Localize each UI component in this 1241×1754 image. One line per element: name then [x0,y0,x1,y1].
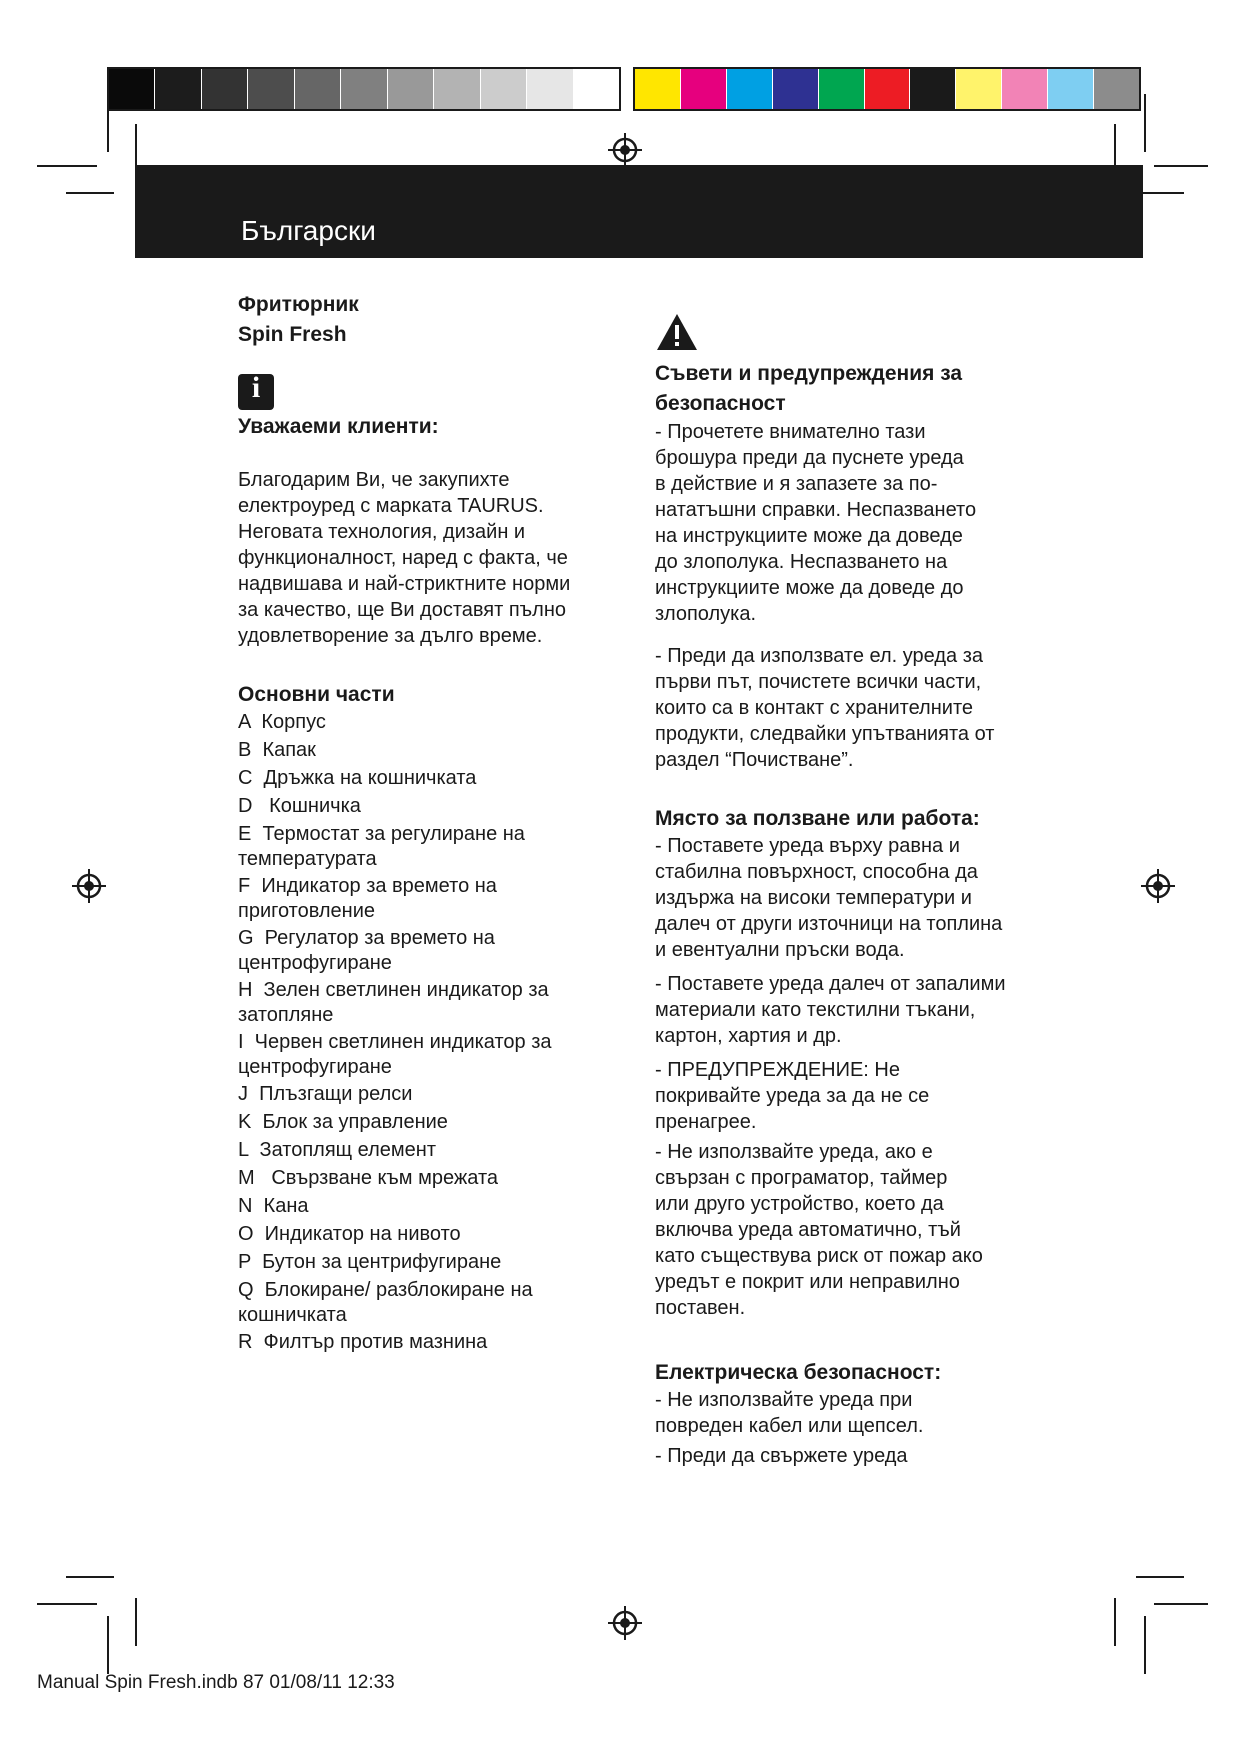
language-header [135,165,1143,258]
color-swatch [909,69,955,109]
electric-heading: Електрическа безопасност: [655,1361,942,1384]
color-swatch [772,69,818,109]
text-line: или друго устройство, което да [655,1193,944,1215]
intro-line: електроуред с марката TAURUS. [238,495,544,517]
color-swatch [340,69,386,109]
text-line: първи път, почистете всички части, [655,671,982,693]
right-column [655,312,1055,1469]
product-name: Фритюрник [238,293,359,316]
crop-mark [107,1616,109,1674]
crop-mark [37,1603,97,1605]
crop-mark [1144,94,1146,152]
part-text: G Регулатор за времето на [238,927,495,949]
part-text: H Зелен светлинен индикатор за [238,979,549,1001]
registration-mark-icon [607,1605,643,1641]
part-text: P Бутон за центрифугиране [238,1251,502,1273]
text-line: в действие и я запазете за по- [655,473,938,495]
part-text: Q Блокиране/ разблокиране на [238,1279,533,1301]
electric-paragraph [655,1443,1055,1469]
crop-mark [107,94,109,152]
part-item [238,737,618,763]
text-line: материали като текстилни тъкани, [655,999,976,1021]
registration-mark-icon [71,868,107,904]
part-text: приготовление [238,900,376,922]
color-swatch [201,69,247,109]
color-swatch [1001,69,1047,109]
part-text: R Филтър против мазнина [238,1331,488,1353]
part-item [238,1249,618,1275]
color-swatch [109,69,154,109]
text-line: на инструкциите може да доведе [655,525,963,547]
color-swatch [680,69,726,109]
safety-heading: Съвети и предупреждения за [655,362,963,385]
color-swatch [154,69,200,109]
registration-mark-icon [1140,868,1176,904]
text-line: - Поставете уреда върху равна и [655,835,960,857]
part-text: E Термостат за регулиране на [238,823,525,845]
text-line: инструкциите може да доведе до [655,577,964,599]
text-line: - Преди да свържете уреда [655,1445,908,1467]
color-swatch [247,69,293,109]
text-line: далеч от други източници на топлина [655,913,1003,935]
part-text: центрофугиране [238,952,392,974]
part-item [238,821,618,871]
color-calibration-bar [633,67,1141,111]
crop-mark [1136,192,1184,194]
text-line: покривайте уреда за да не се [655,1085,930,1107]
color-swatch [1047,69,1093,109]
color-swatch [726,69,772,109]
part-text: I Червен светлинен индикатор за [238,1031,552,1053]
part-item [238,925,618,975]
part-item [238,1165,618,1191]
intro-line: надвишава и най-стриктните норми [238,573,571,595]
text-line: до злополука. Неспазването на [655,551,948,573]
crop-mark [66,192,114,194]
text-line: свързан с програматор, таймер [655,1167,948,1189]
part-text: температурата [238,848,377,870]
text-line: картон, хартия и др. [655,1025,842,1047]
warning-icon [655,312,699,352]
text-line: - ПРЕДУПРЕЖДЕНИЕ: Не [655,1059,900,1081]
language-title: Български [241,215,376,246]
intro-paragraph [238,467,618,649]
crop-mark [1144,1616,1146,1674]
crop-mark [66,1576,114,1578]
info-icon: i [238,374,274,410]
color-swatch [480,69,526,109]
text-line: - Поставете уреда далеч от запалими [655,973,1006,995]
part-item [238,1137,618,1163]
text-line: уредът е покрит или неправилно [655,1271,960,1293]
text-line: - Не използвайте уреда, ако е [655,1141,933,1163]
intro-line: за качество, ще Ви доставят пълно [238,599,567,621]
left-column [238,290,618,1355]
file-slug: Manual Spin Fresh.indb 87 01/08/11 12:33 [37,1672,395,1693]
crop-mark [1114,1598,1116,1646]
intro-line: удовлетворение за дълго време. [238,625,543,647]
part-text: L Затоплящ елемент [238,1139,436,1161]
text-line: раздел “Почистване”. [655,749,854,771]
text-line: - Прочетете внимателно тази [655,421,926,443]
part-item [238,709,618,735]
color-swatch [818,69,864,109]
intro-line: функционалност, наред с факта, че [238,547,568,569]
color-swatch [1093,69,1139,109]
part-item [238,1081,618,1107]
text-line: злополука. [655,603,757,625]
parts-list [238,709,618,1355]
text-line: като съществува риск от пожар ако [655,1245,983,1267]
safety-paragraph [655,643,1055,773]
part-item [238,793,618,819]
color-swatch [294,69,340,109]
product-model: Spin Fresh [238,323,347,346]
text-line: пренагрее. [655,1111,757,1133]
text-line: продукти, следвайки упътванията от [655,723,995,745]
intro-line: Благодарим Ви, че закупихте [238,469,510,491]
registration-mark-icon [607,132,643,168]
text-line: поставен. [655,1297,746,1319]
safety-heading-line2: безопасност [655,392,786,415]
crop-mark [1136,1576,1184,1578]
text-line: повреден кабел или щепсел. [655,1415,924,1437]
crop-mark [1154,1603,1208,1605]
color-swatch [526,69,572,109]
part-text: центрофугиране [238,1056,392,1078]
place-paragraph [655,833,1055,963]
part-text: кошничката [238,1304,347,1326]
text-line: - Преди да използвате ел. уреда за [655,645,984,667]
text-line: нататъшни справки. Неспазването [655,499,977,521]
part-text: J Плъзгащи релси [238,1083,413,1105]
color-swatch [433,69,479,109]
part-text: M Свързване към мрежата [238,1167,498,1189]
safety-paragraph [655,419,1055,627]
gray-color-bar [107,67,621,111]
text-line: и евентуални пръски вода. [655,939,905,961]
part-item [238,1277,618,1327]
electric-paragraph [655,1387,1055,1439]
part-text: A Корпус [238,711,326,733]
parts-heading: Основни части [238,683,395,706]
crop-mark [135,1598,137,1646]
part-text: D Кошничка [238,795,361,817]
place-paragraph [655,971,1055,1049]
part-text: O Индикатор на нивото [238,1223,461,1245]
color-swatch [864,69,910,109]
part-item [238,1109,618,1135]
part-item [238,873,618,923]
text-line: издържа на високи температури и [655,887,972,909]
color-swatch [635,69,680,109]
part-text: C Дръжка на кошничката [238,767,477,789]
part-text: затопляне [238,1004,334,1026]
place-heading: Място за ползване или работа: [655,807,980,830]
greeting-heading: Уважаеми клиенти: [238,415,439,438]
part-text: B Капак [238,739,316,761]
part-item [238,977,618,1027]
crop-mark [37,165,97,167]
part-item [238,1221,618,1247]
color-swatch [573,69,619,109]
text-line: стабилна повърхност, способна да [655,861,978,883]
part-text: N Кана [238,1195,309,1217]
text-line: включва уреда автоматично, тъй [655,1219,961,1241]
color-swatch [387,69,433,109]
part-text: K Блок за управление [238,1111,448,1133]
part-item [238,1329,618,1355]
part-text: F Индикатор за времето на [238,875,497,897]
part-item [238,1193,618,1219]
place-paragraph [655,1057,1055,1135]
text-line: които са в контакт с хранителните [655,697,973,719]
place-paragraph [655,1139,1055,1321]
intro-line: Неговата технология, дизайн и [238,521,526,543]
part-item [238,765,618,791]
text-line: брошура преди да пуснете уреда [655,447,964,469]
crop-mark [1154,165,1208,167]
part-item [238,1029,618,1079]
text-line: - Не използвайте уреда при [655,1389,913,1411]
color-swatch [955,69,1001,109]
